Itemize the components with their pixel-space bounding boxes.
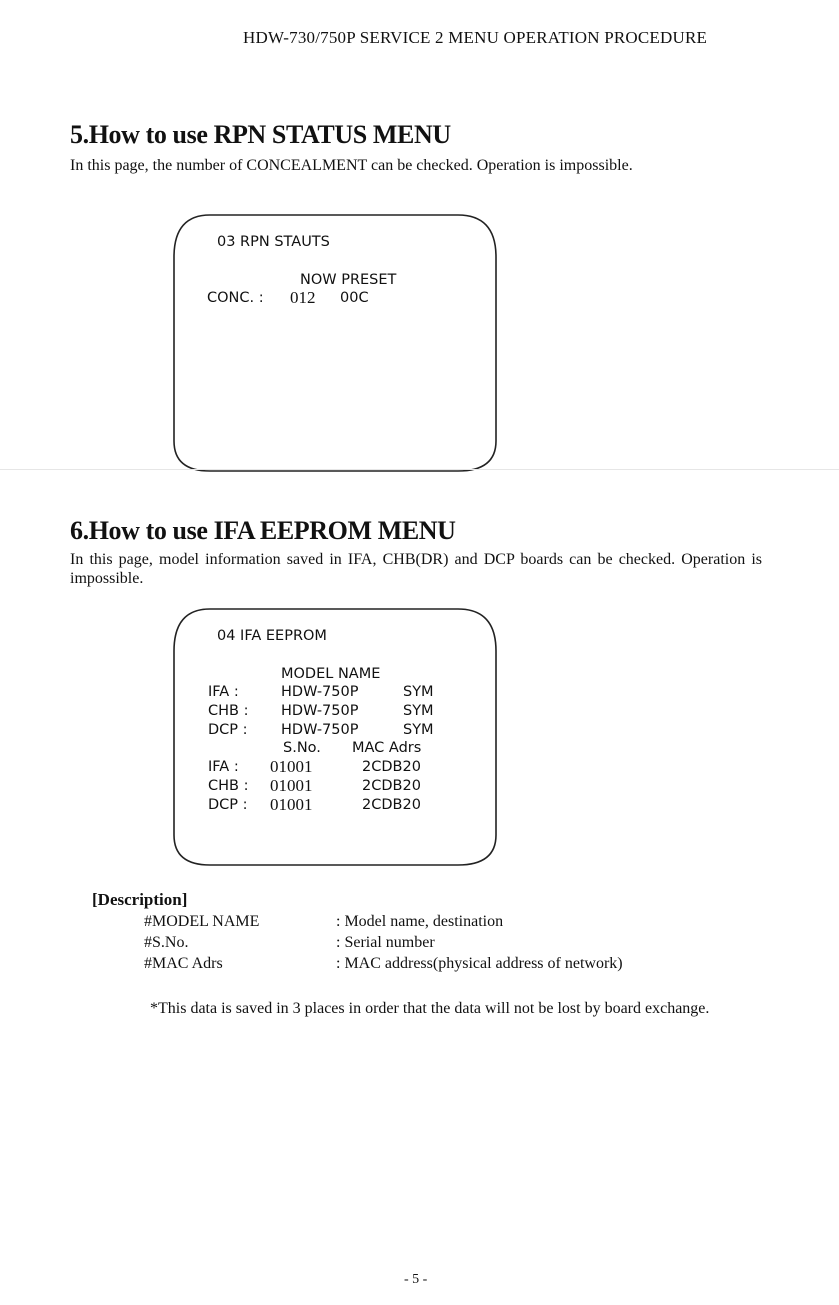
description-term: #MODEL NAME xyxy=(144,913,260,930)
description-term: #MAC Adrs xyxy=(144,955,223,972)
serial-row-sno: 01001 xyxy=(270,795,313,814)
model-row-name: HDW-750P xyxy=(281,684,359,700)
model-row-dest: SYM xyxy=(403,722,434,738)
model-row-board: IFA : xyxy=(208,684,239,700)
ifa-mac-header: MAC Adrs xyxy=(352,740,422,756)
model-row-dest: SYM xyxy=(403,684,434,700)
page-number: - 5 - xyxy=(404,1272,428,1287)
serial-row-board: IFA : xyxy=(208,759,239,775)
rpn-screen-title: 03 RPN STAUTS xyxy=(217,234,330,250)
section-6-text: In this page, model information saved in IFA, CHB(DR) and DCP boards can be checked. Operation is impossible. xyxy=(70,551,762,587)
ifa-eeprom-screen-frame xyxy=(170,607,500,869)
serial-row-mac: 2CDB20 xyxy=(362,759,421,775)
rpn-row-label: CONC. : xyxy=(207,290,264,306)
serial-row-board: CHB : xyxy=(208,778,249,794)
model-row-dest: SYM xyxy=(403,703,434,719)
serial-row-board: DCP : xyxy=(208,797,248,813)
rpn-col-headers: NOW PRESET xyxy=(300,272,397,288)
model-row-board: CHB : xyxy=(208,703,249,719)
description-term: #S.No. xyxy=(144,934,189,951)
scan-divider xyxy=(0,469,839,470)
rpn-preset-value: 00C xyxy=(340,290,369,306)
model-row-name: HDW-750P xyxy=(281,703,359,719)
section-6-title: 6.How to use IFA EEPROM MENU xyxy=(70,516,456,545)
description-note: *This data is saved in 3 places in order that the data will not be lost by board exchange. xyxy=(150,1000,710,1017)
description-heading: [Description] xyxy=(92,890,188,909)
section-5-text: In this page, the number of CONCEALMENT can be checked. Operation is impossible. xyxy=(70,157,633,174)
ifa-model-header: MODEL NAME xyxy=(281,666,381,682)
serial-row-mac: 2CDB20 xyxy=(362,778,421,794)
model-row-board: DCP : xyxy=(208,722,248,738)
section-5-title: 5.How to use RPN STATUS MENU xyxy=(70,120,451,149)
serial-row-sno: 01001 xyxy=(270,776,313,795)
page-header: HDW-730/750P SERVICE 2 MENU OPERATION PROCEDURE xyxy=(243,28,708,47)
description-def: : Serial number xyxy=(336,934,435,951)
description-def: : Model name, destination xyxy=(336,913,504,930)
serial-row-sno: 01001 xyxy=(270,757,313,776)
ifa-serial-header: S.No. xyxy=(283,740,321,756)
rpn-now-value: 012 xyxy=(290,288,316,307)
rpn-status-screen-frame xyxy=(170,213,500,475)
ifa-screen-title: 04 IFA EEPROM xyxy=(217,628,327,644)
model-row-name: HDW-750P xyxy=(281,722,359,738)
description-def: : MAC address(physical address of network) xyxy=(336,955,623,972)
serial-row-mac: 2CDB20 xyxy=(362,797,421,813)
